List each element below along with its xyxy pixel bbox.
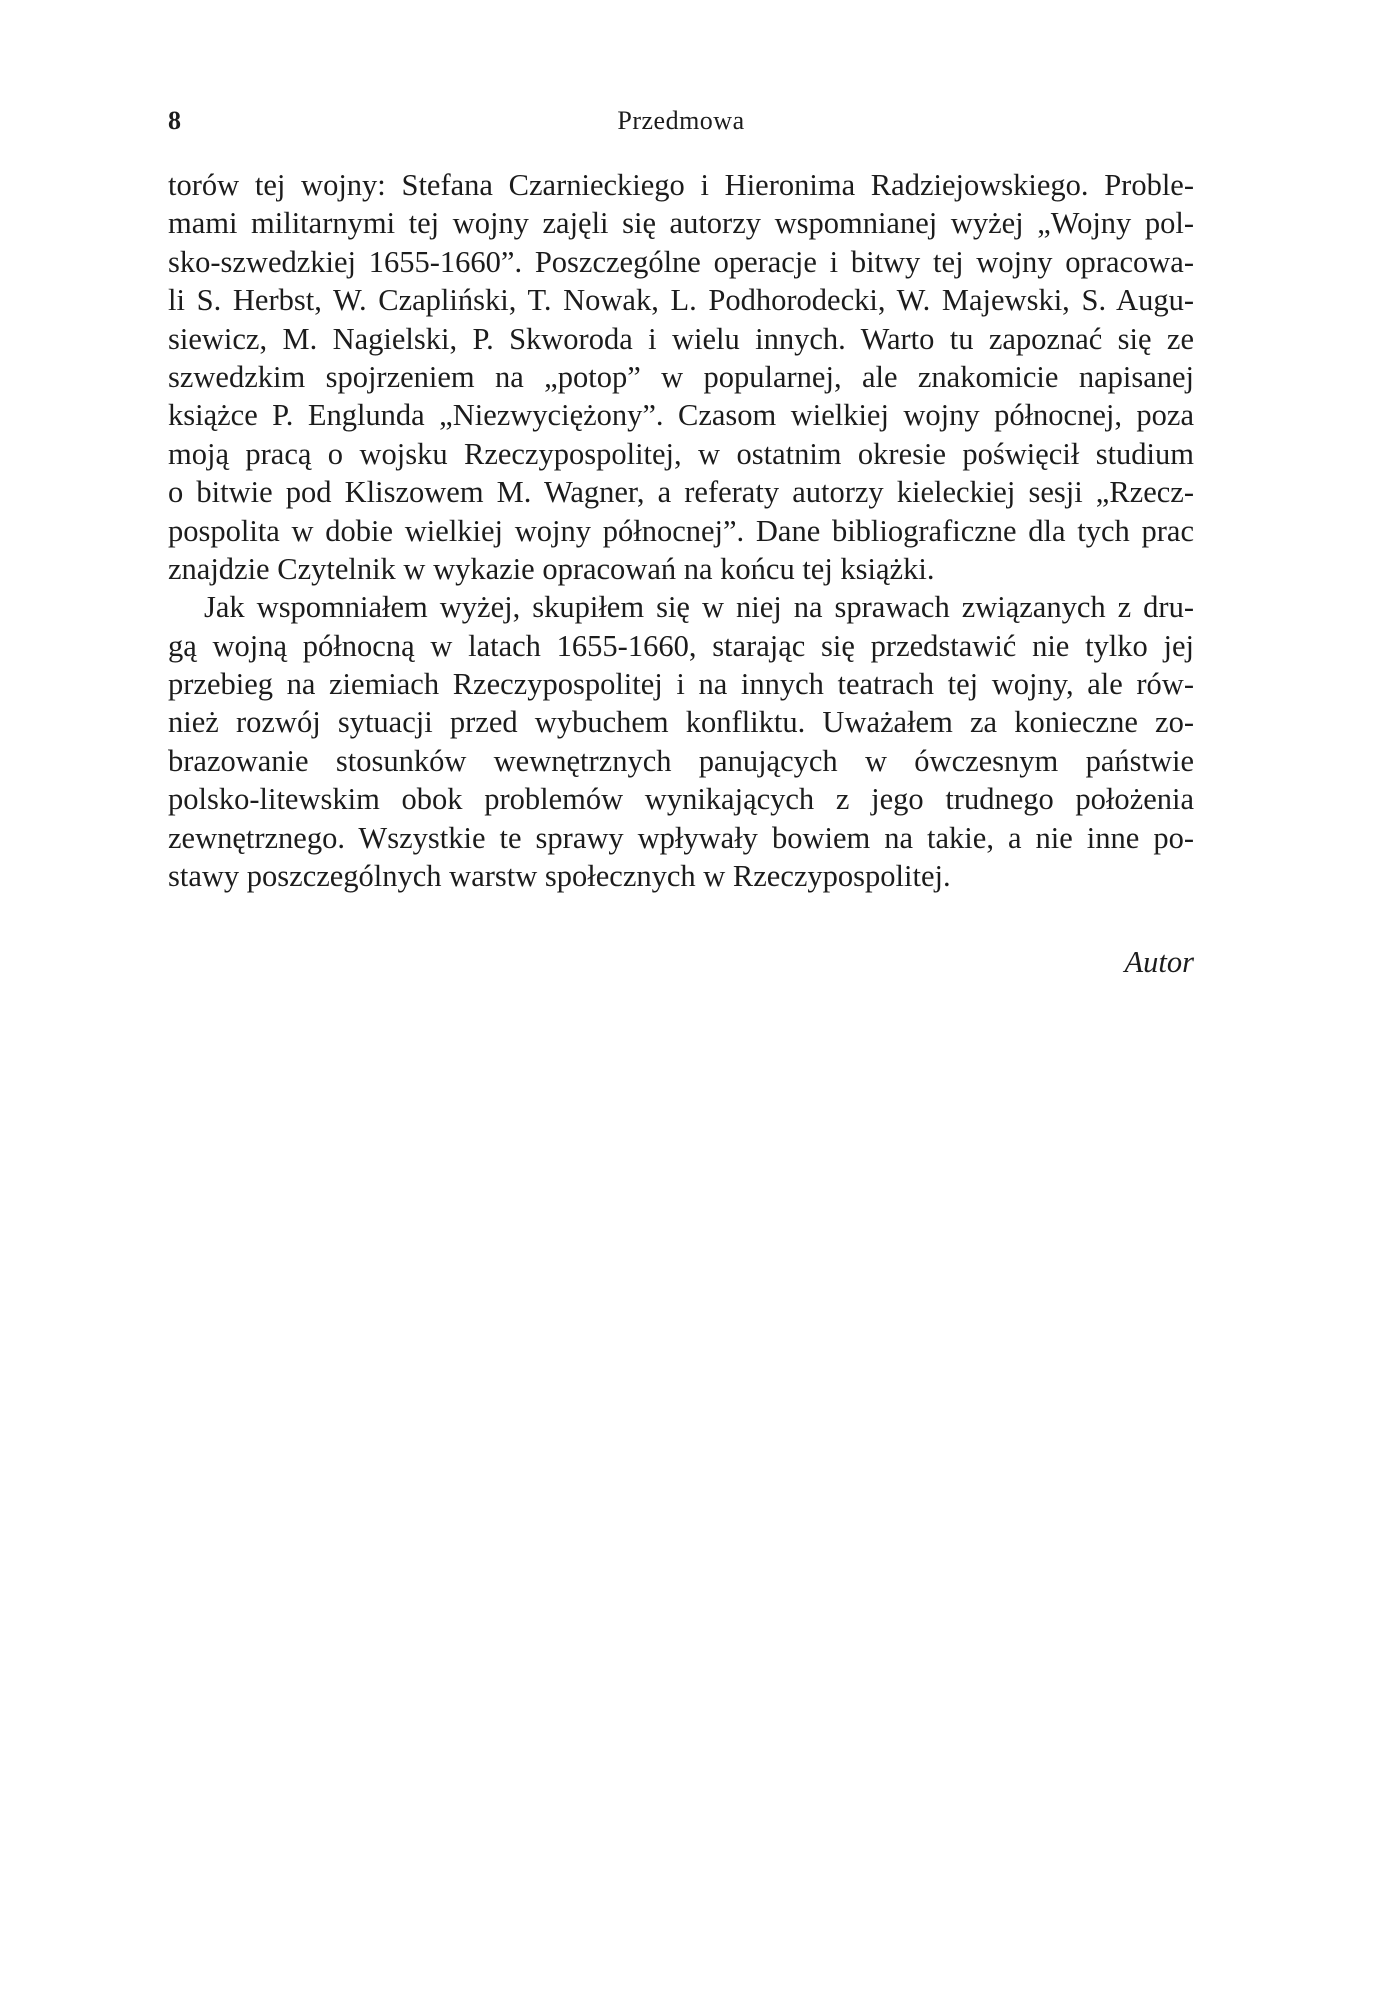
text-line: moją pracą o wojsku Rzeczypospolitej, w ostatnim okresie poświęcił studium: [168, 436, 1194, 471]
running-head: Przedmowa: [617, 106, 745, 135]
text-line: szwedzkim spojrzeniem na „potop” w popularnej, ale znakomicie napisanej: [168, 359, 1194, 394]
body-text: [168, 166, 1194, 895]
text-line: zewnętrznego. Wszystkie te sprawy wpływały bowiem na takie, a nie inne po-: [168, 820, 1194, 855]
text-line: książce P. Englunda „Niezwyciężony”. Czasom wielkiej wojny północnej, poza: [168, 398, 1194, 433]
text-line: siewicz, M. Nagielski, P. Skworoda i wielu innych. Warto tu zapoznać się ze: [168, 321, 1194, 356]
paragraph-1: [168, 166, 1194, 588]
text-line: mami militarnymi tej wojny zajęli się autorzy wspomnianej wyżej „Wojny pol-: [168, 206, 1194, 241]
text-line: stawy poszczególnych warstw społecznych w Rzeczypospolitej.: [168, 859, 951, 894]
text-line: o bitwie pod Kliszowem M. Wagner, a referaty autorzy kieleckiej sesji „Rzecz-: [168, 475, 1194, 510]
text-line: li S. Herbst, W. Czapliński, T. Nowak, L. Podhorodecki, W. Majewski, S. Augu-: [168, 283, 1194, 318]
text-line: gą wojną północną w latach 1655-1660, starając się przedstawić nie tylko jej: [168, 628, 1194, 663]
page-header: [168, 101, 1194, 141]
text-line: Jak wspomniałem wyżej, skupiłem się w niej na sprawach związanych z dru-: [204, 590, 1194, 625]
paragraph-2: [168, 588, 1194, 895]
text-line: znajdzie Czytelnik w wykazie opracowań na końcu tej książki.: [168, 551, 935, 586]
page-number: 8: [168, 106, 181, 135]
text-line: polsko-litewskim obok problemów wynikających z jego trudnego położenia: [168, 782, 1194, 817]
text-line: sko-szwedzkiej 1655-1660”. Poszczególne operacje i bitwy tej wojny opracowa-: [168, 244, 1194, 279]
text-line: przebieg na ziemiach Rzeczypospolitej i na innych teatrach tej wojny, ale rów-: [168, 667, 1194, 702]
text-line: torów tej wojny: Stefana Czarnieckiego i Hieronima Radziejowskiego. Proble-: [168, 168, 1194, 202]
text-line: nież rozwój sytuacji przed wybuchem konfliktu. Uważałem za konieczne zo-: [168, 705, 1194, 740]
text-line: pospolita w dobie wielkiej wojny północnej”. Dane bibliograficzne dla tych prac: [168, 513, 1194, 548]
text-line: brazowanie stosunków wewnętrznych panujących w ówczesnym państwie: [168, 743, 1194, 778]
author-signature: Autor: [1124, 945, 1194, 979]
